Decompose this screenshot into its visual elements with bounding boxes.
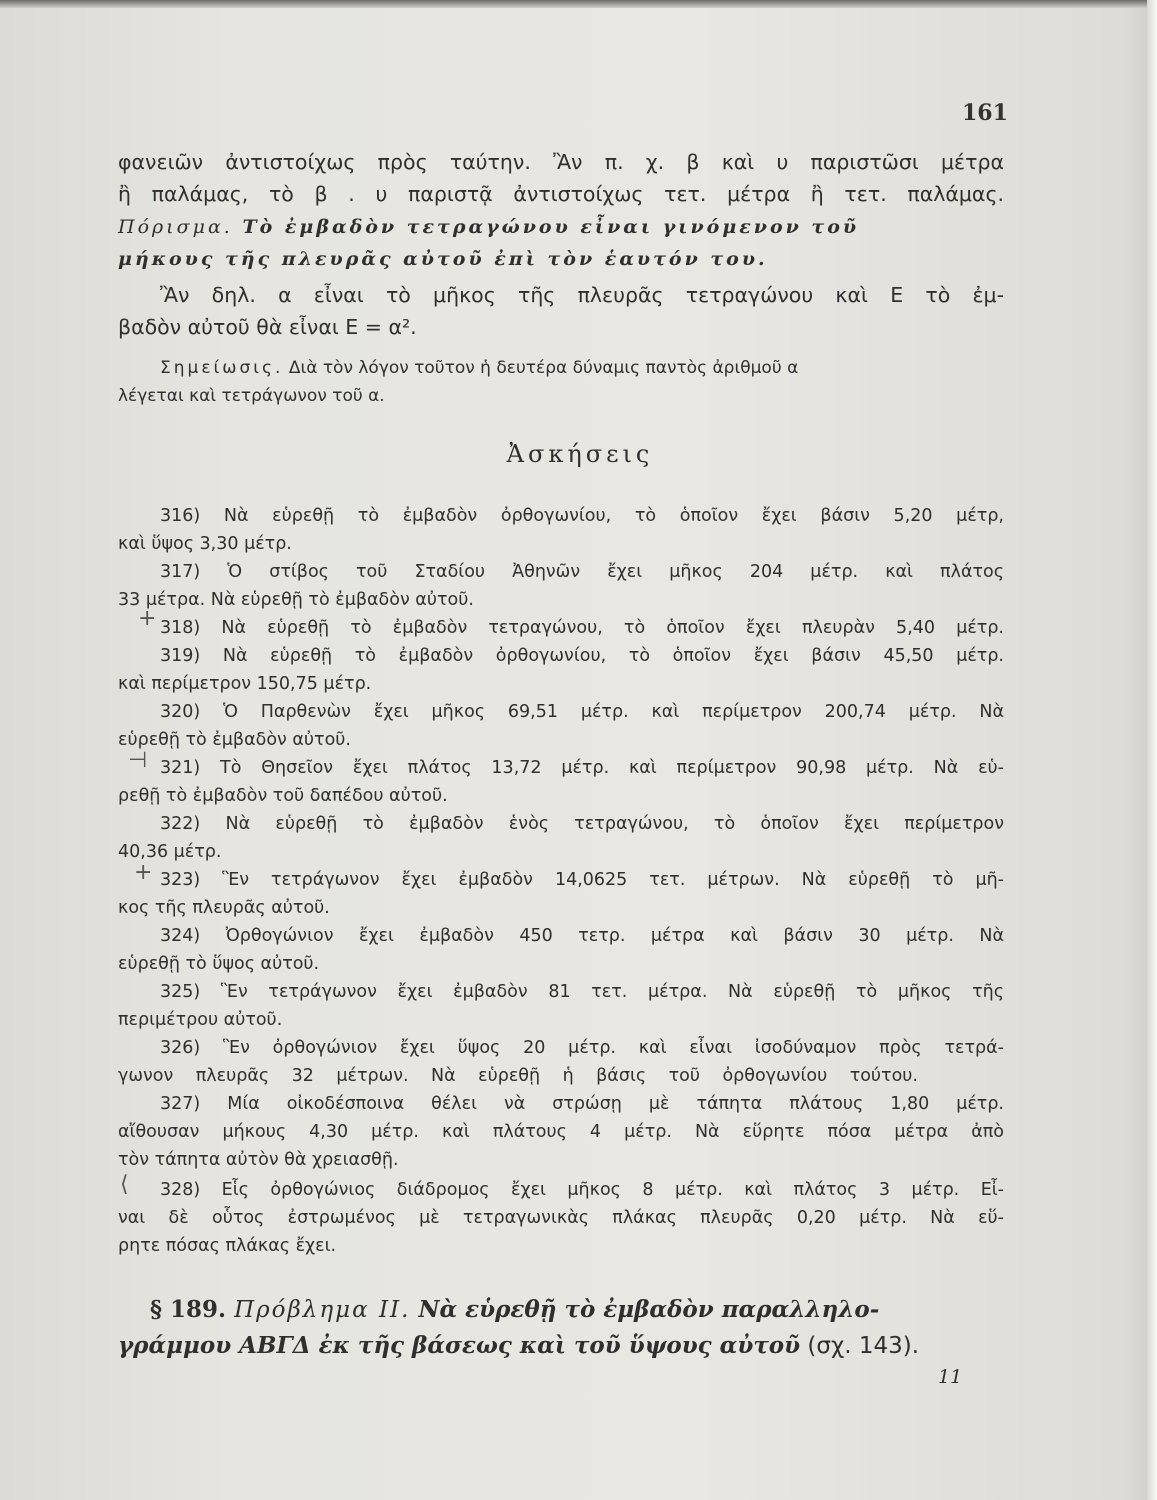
exercise-line: εὑρεθῇ τὸ ἐμβαδὸν αὐτοῦ. [118,730,351,750]
section-number: § 189. [150,1296,227,1323]
text-line: βαδὸν αὐτοῦ θὰ εἶναι Ε = α². [118,315,417,339]
exercise-line: 319) Νὰ εὑρεθῇ τὸ ἐμβαδὸν ὀρθογωνίου, τὸ ὁποῖον ἔχει βάσιν 45,50 μέτρ. [160,646,1004,666]
exercise-line: εὑρεθῇ τὸ ὕψος αὐτοῦ. [118,954,320,974]
corollary-text: Τὸ ἐμβαδὸν τετραγώνου εἶναι γινόμενον τοῦ [232,216,860,238]
exercise-line: 324) Ὀρθογώνιον ἔχει ἐμβαδὸν 450 τετρ. μέτρα καὶ βάσιν 30 μέτρ. Νὰ [160,926,1004,946]
section-heading [150,1292,1005,1328]
exercise-line: περιμέτρου αὐτοῦ. [118,1010,283,1030]
section-label: Πρόβλημα ΙΙ. [234,1297,411,1323]
corollary-line [118,244,1004,273]
exercise-line: γωνον πλευρᾶς 32 μέτρων. Νὰ εὑρεθῇ ἡ βάσις τοῦ ὀρθογωνίου τούτου. [118,1066,918,1086]
figure-reference: (σχ. 143). [800,1333,920,1359]
section-text: Νὰ εὑρεθῇ τὸ ἐμβαδὸν παραλληλο- [410,1296,880,1323]
exercise-line: 318) Νὰ εὑρεθῇ τὸ ἐμβαδὸν τετραγώνου, τὸ ὁποῖον ἔχει πλευρὰν 5,40 μέτρ. [160,618,1004,638]
exercise-line: 320) Ὁ Παρθενὼν ἔχει μῆκος 69,51 μέτρ. καὶ περίμετρον 200,74 μέτρ. Νὰ [160,702,1004,722]
corollary-label: Πόρισμα. [118,216,233,238]
exercise-line: καὶ περίμετρον 150,75 μέτρ. [118,674,372,694]
pencil-mark-icon: ⟨ [120,1172,129,1197]
page-top-shadow [0,0,1157,8]
exercise-line: 323) Ἓν τετράγωνον ἔχει ἐμβαδὸν 14,0625 τετ. μέτρων. Νὰ εὑρεθῇ τὸ μῆ- [160,870,1004,890]
exercise-line: αἴθουσαν μήκους 4,30 μέτρ. καὶ πλάτους 4 μέτρ. Νὰ εὕρητε πόσα μέτρα ἀπὸ [118,1122,1004,1142]
note-label: Σημείωσις. [160,358,284,378]
exercise-line: 326) Ἓν ὀρθογώνιον ἔχει ὕψος 20 μέτρ. καὶ εἶναι ἰσοδύναμον πρὸς τετρά- [160,1038,1004,1058]
exercise-line: ρεθῇ τὸ ἐμβαδὸν τοῦ δαπέδου αὐτοῦ. [118,786,448,806]
exercise-line: 325) Ἓν τετράγωνον ἔχει ἐμβαδὸν 81 τετ. μέτρα. Νὰ εὑρεθῇ τὸ μῆκος τῆς [160,982,1004,1002]
note-line [160,354,1004,382]
exercise-line: τὸν τάπητα αὐτὸν θὰ χρειασθῇ. [118,1150,399,1170]
exercise-line: 328) Εἷς ὀρθογώνιος διάδρομος ἔχει μῆκος 8 μέτρ. καὶ πλάτος 3 μέτρ. Εἶ- [160,1180,1004,1200]
exercise-line: 327) Μία οἰκοδέσποινα θέλει νὰ στρώσῃ μὲ τάπητα πλάτους 1,80 μέτρ. [160,1094,1004,1114]
signature-number: 11 [938,1366,963,1388]
exercise-line: 40,36 μέτρ. [118,842,222,862]
pencil-mark-icon: + [134,860,153,885]
exercise-line: 317) Ὁ στίβος τοῦ Σταδίου Ἀθηνῶν ἔχει μῆκος 204 μέτρ. καὶ πλάτος [160,562,1004,582]
corollary-line [118,212,1004,241]
page-number: 161 [962,100,1008,126]
exercise-line: 316) Νὰ εὑρεθῇ τὸ ἐμβαδὸν ὀρθογωνίου, τὸ ὁποῖον ἔχει βάσιν 5,20 μέτρ, [160,506,1004,526]
exercise-line: ναι δὲ οὗτος ἐστρωμένος μὲ τετραγωνικὰς πλάκας πλευρᾶς 0,20 μέτρ. Νὰ εὕ- [118,1208,1004,1228]
exercises-heading: Ἀσκήσεις [506,440,654,468]
section-heading-line [118,1328,1004,1364]
exercise-line: 33 μέτρα. Νὰ εὑρεθῇ τὸ ἐμβαδὸν αὐτοῦ. [118,590,474,610]
section-text: γράμμου ΑΒΓΔ ἐκ τῆς βάσεως καὶ τοῦ ὕψους αὐτοῦ [118,1332,801,1359]
exercise-line: ρητε πόσας πλάκας ἔχει. [118,1236,337,1256]
page-right-edge [1147,0,1157,1500]
text-line: ἢ παλάμας, τὸ β . υ παριστᾷ ἀντιστοίχως τετ. μέτρα ἢ τετ. παλάμας. [118,182,1004,206]
note-text: Διὰ τὸν λόγον τοῦτον ἡ δευτέρα δύναμις παντὸς ἀριθμοῦ α [283,358,799,378]
note-line: λέγεται καὶ τετράγωνον τοῦ α. [118,386,385,406]
pencil-mark-icon: + [138,606,157,631]
text-line: φανειῶν ἀντιστοίχως πρὸς ταύτην. Ἂν π. χ. β καὶ υ παριστῶσι μέτρα [118,150,1004,174]
pencil-mark-icon: ⊣ [128,748,148,773]
exercise-line: κος τῆς πλευρᾶς αὐτοῦ. [118,898,330,918]
corollary-text: μήκους τῆς πλευρᾶς αὐτοῦ ἐπὶ τὸν ἑαυτόν του. [118,248,768,270]
exercise-line: καὶ ὕψος 3,30 μέτρ. [118,534,292,554]
exercise-line: 321) Τὸ Θησεῖον ἔχει πλάτος 13,72 μέτρ. καὶ περίμετρον 90,98 μέτρ. Νὰ εὑ- [160,758,1004,778]
text-line: Ἂν δηλ. α εἶναι τὸ μῆκος τῆς πλευρᾶς τετραγώνου καὶ Ε τὸ ἐμ- [160,283,1004,307]
exercise-line: 322) Νὰ εὑρεθῇ τὸ ἐμβαδὸν ἑνὸς τετραγώνου, τὸ ὁποῖον ἔχει περίμετρον [160,814,1004,834]
